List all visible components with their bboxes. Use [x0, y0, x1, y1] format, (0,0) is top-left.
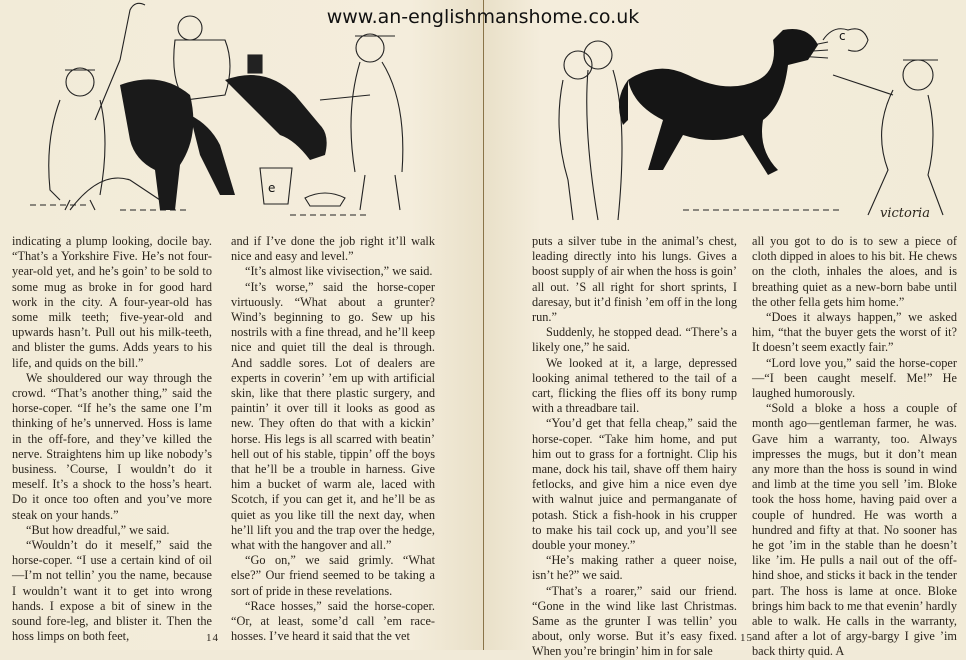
right-page-column-2	[752, 234, 957, 660]
breath-label: c	[839, 29, 846, 43]
paragraph: Suddenly, he stopped dead. “There’s a likely one,” he said.	[532, 325, 737, 355]
book-gutter	[483, 0, 484, 650]
figure-right-man-head	[356, 34, 384, 62]
page-number: 14	[206, 632, 219, 644]
left-page-column-2	[231, 234, 435, 644]
paragraph: “That’s a roarer,” said our friend. “Gone in the wind like last Christmas. Same as the grunter I was tellin’ you about, only worse. But it’s easy fixed. When you’re bringin’ him in for sale	[532, 583, 737, 659]
paragraph: all you got to do is to sew a piece of cloth dipped in aloes to his bit. He chews on the cloth, inhales the aloes, and is breathing quiet as a new-born babe until the other fella gets him home.”	[752, 234, 957, 309]
paragraph: “Does it always happen,” we asked him, “that the buyer gets the worst of it? It doesn’t seem exactly fair.”	[752, 310, 957, 355]
page-number: 15	[740, 632, 753, 644]
bucket-label: e	[268, 181, 276, 195]
illustrator-signature: victoria	[880, 206, 930, 221]
paragraph: We looked at it, a large, depressed looking animal tethered to the tail of a cart, flicking the flies off its bony rump with a threadbare tail.	[532, 355, 737, 416]
illustration-black-horse	[533, 0, 953, 232]
paragraph: “But how dreadful,” we said.	[26, 522, 170, 537]
paragraph: and if I’ve done the job right it’ll walk nice and easy and level.”	[231, 234, 435, 264]
right-page-column-1	[532, 234, 737, 660]
paragraph: indicating a plump looking, docile bay. “That’s a Yorkshire Five. He’s not four-year-old yet, and he’s goin’ to be sold to some mug as broke in for good hard work in the city. A four-year-old has some milk teeth; five-year-old and upwards hasn’t. Pull out his milk-teeth, and blister the gums. Adds years to his life, and quids on the bill.”	[12, 234, 212, 370]
paragraph: “It’s worse,” said the horse-coper virtuously. “What about a grunter? Wind’s beginning to go. Sew up his nostrils with a fine thread, and he’ll keep nice and quiet till the deal is through. And saddle sores. Lot of dealers are experts in coverin’ ’em up with artificial skin, like that there plastic surgery, and paintin’ it over till it looks as good as new. They often do that with a kickin’ horse. His legs is all scarred with beatin’ hell out of his stable, tippin’ off the boys that he’ll be a trouble in harness. Give him a bucket of warm ale, laced with Scotch, if you can get it, and he’ll be as quiet as you like till the next day, when he’ll lift you and the trap over the hedge, what with the hangover and all.”	[231, 279, 435, 553]
paragraph: “Race hosses,” said the horse-coper. “Or, at least, some’d call ’em race-hosses. I’ve heard it said that the vet	[231, 598, 435, 644]
black-horse	[619, 29, 818, 175]
paragraph: “He’s making rather a queer noise, isn’t he?” we said.	[532, 553, 737, 583]
paragraph: “Go on,” we said grimly. “What else?” Our friend seemed to be taking a sort of pride in these revelations.	[231, 553, 435, 598]
paragraph: “Lord love you,” said the horse-coper—“I been caught meself. Me!” He laughed humorously.	[752, 355, 957, 401]
paragraph: “Wouldn’t do it meself,” said the horse-coper. “I use a certain kind of oil—I’m not tellin’ you the name, because I wouldn’t want it to get into wrong hands. I expose a bit of sinew in the sound fore-leg, and blister it. Then the hoss limps on both feet,	[12, 538, 212, 644]
paragraph: puts a silver tube in the animal’s chest, leading directly into his lungs. Gives a boost supply of air when the hoss is goin’ all out. ’S all right for short sprints, I daresay, but it’d finish ’em off in the long run.”	[532, 234, 737, 325]
figure-left-man-body	[49, 70, 105, 200]
illustration-piebald-horse	[10, 0, 480, 232]
left-page	[0, 0, 483, 650]
paragraph: “Sold a bloke a hoss a couple of month ago—gentleman farmer, he was. Gave him a warranty, too. Always impresses the mugs, but it don’t mean any more than the hoss is sound in wind and limb at the time you sell ’im. Bloke took the hoss home, having paid over a couple of hundred. He was worth a hundred and fifty at that. No sooner has he got ’im in the stable than he doesn’t like ’im. He pulls a nail out of the off-hind shoe, and sticks it back in the tender part. The hoss is lame at once. Bloke brings him back to me that evenin’ hardly able to walk. He calls in the warranty, and after a lot of argy-bargy I give ’im back thirty quid. A	[752, 401, 958, 659]
paragraph: “It’s almost like vivisection,” we said.	[245, 264, 433, 279]
watermark: www.an-englishmanshome.co.uk	[326, 6, 640, 28]
paragraph: We shouldered our way through the crowd. “That’s another thing,” said the horse-coper. “If he’s the same one I’m thinking of he’s unnerved. Hoss is lame in the off-fore, and they’ve killed the nerve. Straightens him up like nobody’s business. ’Course, I wouldn’t do it meself. It’s a shock to the hoss’s heart. Do it once too often and you’ve more steak on your hands.”	[12, 370, 212, 522]
paragraph: “You’d get that fella cheap,” said the horse-coper. “Take him home, and put him out to grass for a fortnight. Clip his mane, dock his tail, shave off them hairy fetlocks, and give him a nice even dye with walnut juice and permanganate of potash. Stick a fish-hook in his crupper to make his tail cock up, and you’ll see double your money.”	[532, 416, 737, 553]
right-page	[483, 0, 966, 659]
left-page-column-1	[12, 234, 212, 644]
bucket	[260, 168, 292, 204]
figure-left-man-head	[66, 68, 94, 96]
